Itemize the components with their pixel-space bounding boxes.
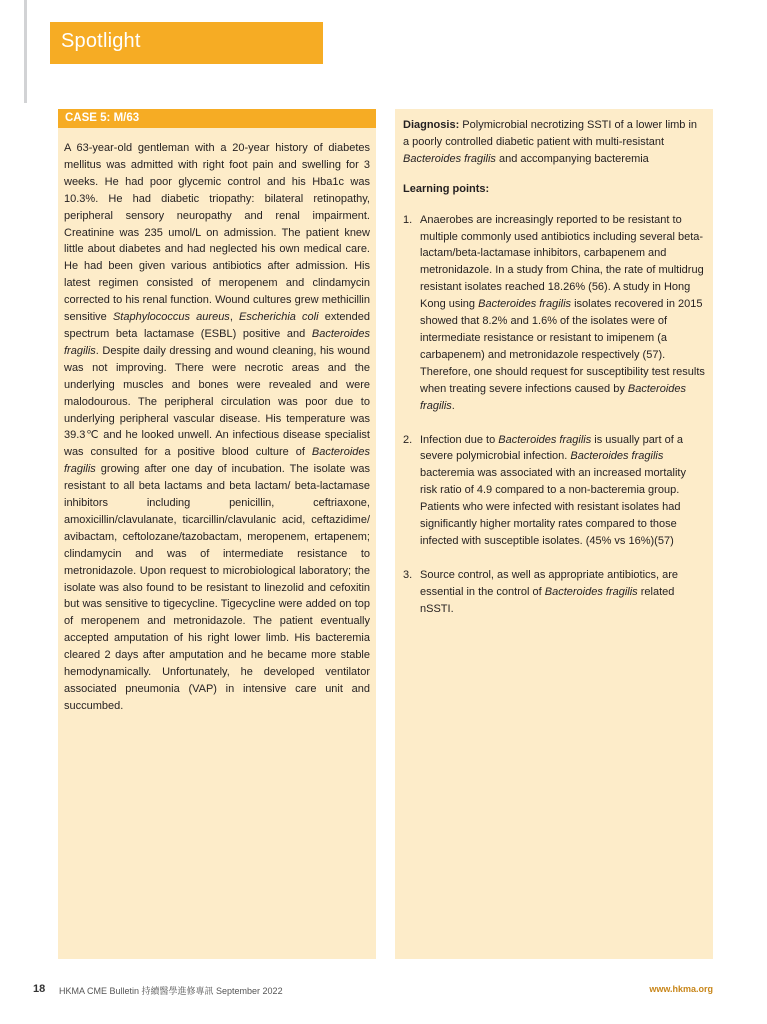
discussion-panel (395, 109, 713, 959)
website-link[interactable]: www.hkma.org (649, 984, 713, 994)
page-number: 18 (33, 983, 46, 995)
learning-points-heading: Learning points: (403, 182, 490, 195)
case-header: CASE 5: M/63 (58, 109, 376, 128)
learning-point-3: 3. Source control, as well as appropriate antibiotics, are essential in the control of Bacteroides fragilis related nSSTI. (403, 568, 679, 615)
diagnosis: Diagnosis: Polymicrobial necrotizing SSTI of a lower limb in a poorly controlled diabetic patient with multi-resistant Bacteroides fragilis and accompanying bacteremia (403, 119, 698, 165)
section-banner (50, 22, 323, 64)
left-margin-rule (24, 0, 27, 103)
case-paragraph: A 63-year-old gentleman with a 20-year history of diabetes mellitus was admitted with right foot pain and swelling for 3 weeks. He had poor glycemic control and his Hba1c was 10.3%. He had diabetic triopathy: bilateral retinopathy, peripheral sensory neuropathy and renal impairment. Creatinine was 235 umol/L on admission. The patient knew little about diabetes and had neglected his own medical care. He had been given various antibiotics after admission. His latest regimen consisted of meropenem and clindamycin corrected to his renal function. Wound cultures grew methicillin sensitive Staphylococcus aureus, Escherichia coli extended spectrum beta lactamase (ESBL) positive and Bacteroides fragilis. Despite daily dressing and wound cleaning, his wound was not improving. There were necrotic areas and the underlying muscles and bones were revealed and were malodourous. The peripheral circulation was poor due to underlying peripheral vascular disease. His temperature was 39.3℃ and he looked unwell. An infectious disease specialist was consulted for a positive blood culture of Bacteroides fragilis growing after one day of incubation. The isolate was resistant to all beta lactams and beta lactam/ beta-lactamase inhibitors including penicillin, ceftriaxone, amoxicillin/clavulanate, ticarcillin/clavulanic acid, ceftazidime/ avibactam, ceftolozane/tazobactam, meropenem, ertapenem; clindamycin and was of intermediate resistance to metronidazole. Upon request to microbiological laboratory; the isolate was also found to be resistant to linezolid and cefoxitin but was sensitive to tigecycline. Tigecycline were added on top of meropenem and metronidazole. The patient eventually accepted amputation of his right lower limb. His bacteremia cleared 2 days after amputation and he became more stable hemodynamically. Unfortunately, he developed ventilator associated pneumonia (VAP) in intensive care unit and succumbed. (64, 142, 370, 712)
page-footer (33, 983, 713, 997)
diagnosis-label: Diagnosis: (403, 119, 460, 131)
publication-info: HKMA CME Bulletin 持續醫學進修專訊 September 2022 (59, 986, 283, 996)
case-body (58, 128, 376, 715)
case-panel (58, 109, 376, 959)
learning-point-2: 2. Infection due to Bacteroides fragilis is usually part of a severe polymicrobial infection. Bacteroides fragilis bacteremia was associated with an increased mortality risk ratio of 4.9 compared to a non-bacteremia group. Patients who were infected with resistant isolates had significantly higher mortality rates compared to those infected with susceptible isolates. (45% vs 16%)(57) (403, 433, 686, 547)
learning-point-1: 1. Anaerobes are increasingly reported to be resistant to multiple commonly used antibiotics including several beta-lactam/beta-lactamase inhibitors, carbapenem and metronidazole. In a study from China, the rate of multidrug resistant isolates reached 18.26% (56). A study in Hong Kong using Bacteroides fragilis isolates recovered in 2015 showed that 8.2% and 1.6% of the isolates were of intermediate resistance or resistant to imipenem (a carbapenem) and metronidazole respectively (57). Therefore, one should request for susceptibility test results when treating severe infections caused by Bacteroides fragilis. (403, 213, 705, 412)
learning-points-list (403, 212, 706, 618)
section-title: Spotlight (61, 30, 141, 52)
